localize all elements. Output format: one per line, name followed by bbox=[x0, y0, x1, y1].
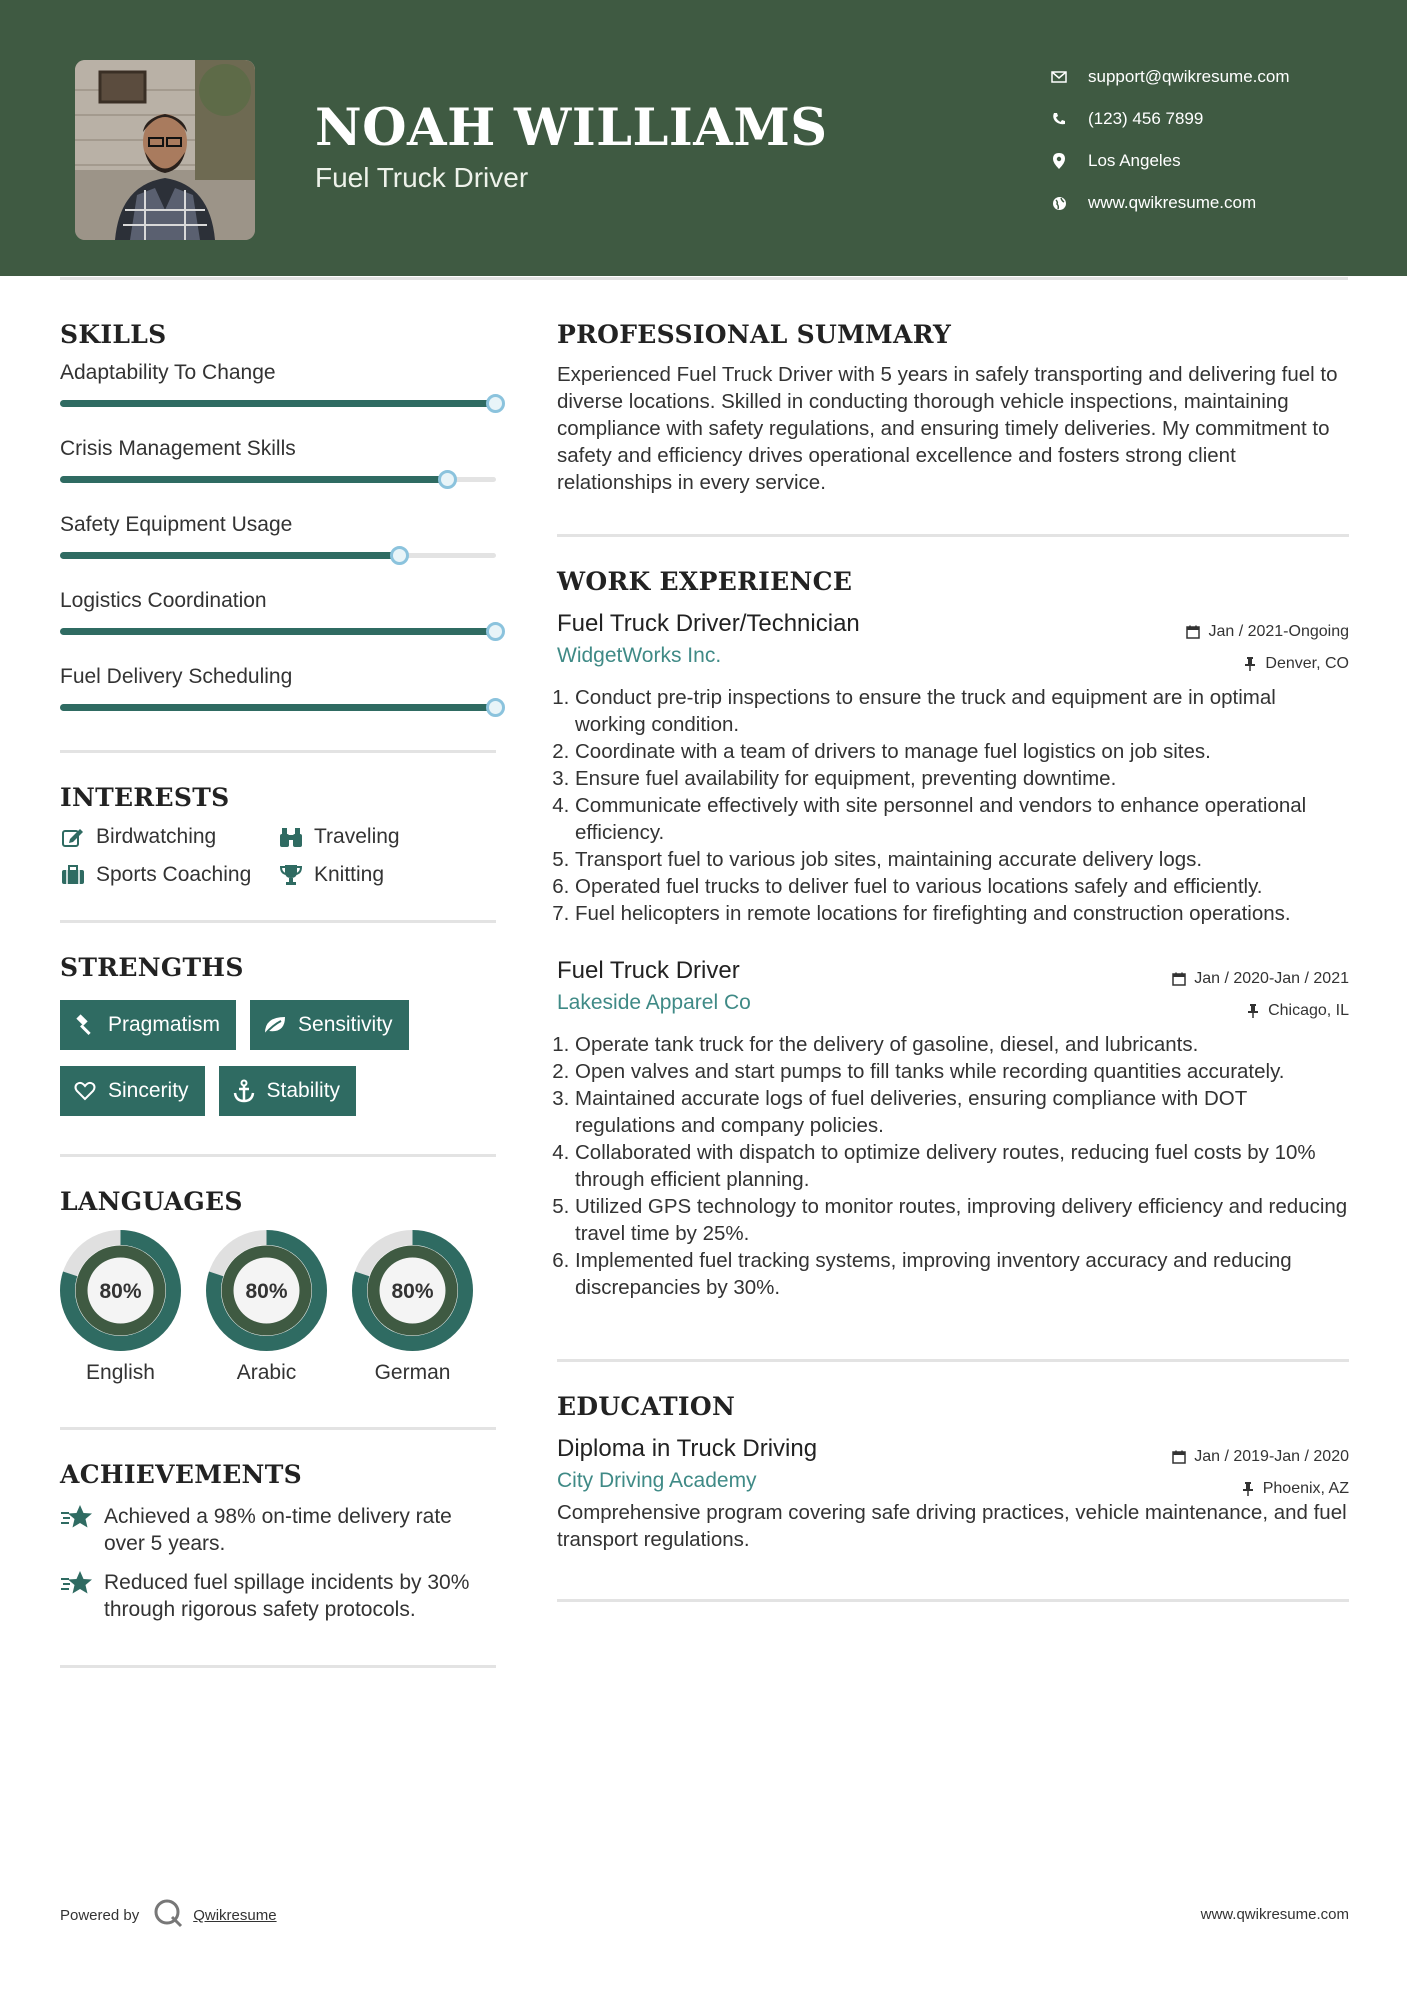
education-dates bbox=[1172, 1441, 1349, 1473]
interest-label: Knitting bbox=[314, 863, 385, 886]
interests-title: INTERESTS bbox=[60, 783, 230, 812]
job-meta bbox=[1172, 963, 1349, 1027]
job-bullet: 4. Collaborated with dispatch to optimize delivery routes, reducing fuel costs by 10% through efficient planning. bbox=[575, 1139, 1349, 1193]
job-dates bbox=[1172, 963, 1349, 995]
language-percent: 80% bbox=[99, 1280, 142, 1303]
section-divider bbox=[60, 1665, 496, 1668]
skill-bar-knob bbox=[390, 546, 409, 565]
job-bullet: 7. Fuel helicopters in remote locations for firefighting and construction operations. bbox=[575, 900, 1349, 927]
education-section bbox=[557, 1392, 1349, 1553]
calendar-icon bbox=[1186, 625, 1200, 639]
job-bullet: 1. Operate tank truck for the delivery of gasoline, diesel, and lubricants. bbox=[575, 1031, 1349, 1058]
section-divider bbox=[60, 1427, 496, 1430]
language-item bbox=[206, 1230, 327, 1385]
language-name: English bbox=[86, 1361, 155, 1384]
skill-label: Safety Equipment Usage bbox=[60, 513, 293, 536]
job-location bbox=[1186, 648, 1349, 680]
education-title: EDUCATION bbox=[557, 1392, 736, 1421]
skill-bar-knob bbox=[438, 470, 457, 489]
language-percent: 80% bbox=[391, 1280, 434, 1303]
footer-powered-by bbox=[60, 1898, 277, 1933]
job-bullet: 4. Communicate effectively with site personnel and vendors to enhance operational efficiency. bbox=[575, 792, 1349, 846]
skill-item bbox=[60, 665, 496, 741]
contact-location bbox=[1050, 140, 1380, 182]
strength-label: Sensitivity bbox=[298, 1013, 393, 1036]
strengths-section bbox=[60, 953, 496, 1116]
heart-icon bbox=[72, 1078, 98, 1104]
interest-item bbox=[278, 862, 496, 888]
summary-section bbox=[557, 320, 1349, 496]
interest-item bbox=[278, 824, 496, 850]
education-entry bbox=[557, 1435, 1349, 1553]
section-divider bbox=[557, 1599, 1349, 1602]
skill-bar bbox=[60, 629, 496, 634]
interest-label: Birdwatching bbox=[96, 825, 217, 848]
briefcase-icon bbox=[60, 862, 86, 888]
skills-section bbox=[60, 320, 496, 741]
job-dates bbox=[1186, 616, 1349, 648]
gavel-icon bbox=[72, 1012, 98, 1038]
job-company: WidgetWorks Inc. bbox=[557, 644, 722, 667]
pushpin-icon bbox=[1241, 1482, 1255, 1496]
interests-list bbox=[60, 824, 496, 888]
job-location-text: Denver, CO bbox=[1265, 655, 1349, 672]
qwikresume-link[interactable]: Qwikresume bbox=[193, 1907, 277, 1924]
job-meta bbox=[1186, 616, 1349, 680]
achievement-item bbox=[60, 1503, 496, 1557]
resume-header bbox=[0, 0, 1407, 276]
job-bullet: 6. Operated fuel trucks to deliver fuel to various locations safely and efficiently. bbox=[575, 873, 1349, 900]
achievement-item bbox=[60, 1569, 496, 1623]
skill-item bbox=[60, 589, 496, 665]
languages-title: LANGUAGES bbox=[60, 1187, 243, 1216]
skill-item bbox=[60, 361, 496, 437]
header-divider bbox=[60, 277, 1348, 280]
achievements-section bbox=[60, 1460, 496, 1623]
map-pin-icon bbox=[1050, 152, 1068, 170]
education-meta bbox=[1172, 1441, 1349, 1505]
section-divider bbox=[557, 534, 1349, 537]
strength-label: Pragmatism bbox=[108, 1013, 221, 1036]
job-bullet: 5. Utilized GPS technology to monitor routes, improving delivery efficiency and reducing travel time by 25%. bbox=[575, 1193, 1349, 1247]
skill-bar bbox=[60, 401, 496, 406]
job-entry bbox=[557, 957, 1349, 1301]
education-dates-text: Jan / 2019-Jan / 2020 bbox=[1194, 1448, 1349, 1465]
phone-icon bbox=[1050, 110, 1068, 128]
contact-website-text: www.qwikresume.com bbox=[1088, 193, 1257, 212]
profile-photo-image bbox=[75, 60, 255, 240]
contact-website[interactable] bbox=[1050, 182, 1380, 224]
education-degree: Diploma in Truck Driving bbox=[557, 1435, 818, 1462]
job-bullets bbox=[557, 1031, 1349, 1301]
anchor-icon bbox=[231, 1078, 257, 1104]
job-entry bbox=[557, 610, 1349, 927]
language-name: German bbox=[374, 1361, 451, 1384]
education-description: Comprehensive program covering safe driving practices, vehicle maintenance, and fuel transport regulations. bbox=[557, 1501, 1347, 1551]
job-location bbox=[1172, 995, 1349, 1027]
achievements-title: ACHIEVEMENTS bbox=[60, 1460, 302, 1489]
strength-chip bbox=[60, 1066, 205, 1116]
pushpin-icon bbox=[1246, 1004, 1260, 1018]
candidate-name: NOAH WILLIAMS bbox=[315, 98, 828, 158]
right-column bbox=[557, 320, 1349, 1602]
footer-url[interactable]: www.qwikresume.com bbox=[1200, 1906, 1349, 1923]
job-bullet: 3. Maintained accurate logs of fuel deliveries, ensuring compliance with DOT regulations and company policies. bbox=[575, 1085, 1349, 1139]
job-bullet: 2. Coordinate with a team of drivers to manage fuel logistics on job sites. bbox=[575, 738, 1349, 765]
skill-bar bbox=[60, 705, 496, 710]
job-bullet: 1. Conduct pre-trip inspections to ensure the truck and equipment are in optimal working condition. bbox=[575, 684, 1349, 738]
job-title: Fuel Truck Driver bbox=[557, 957, 740, 984]
summary-title: PROFESSIONAL SUMMARY bbox=[557, 320, 952, 349]
skill-bar-fill bbox=[60, 552, 400, 559]
experience-title: WORK EXPERIENCE bbox=[557, 567, 853, 596]
language-donut bbox=[60, 1230, 181, 1351]
skill-bar-knob bbox=[486, 622, 505, 641]
job-bullets bbox=[557, 684, 1349, 927]
skill-bar-fill bbox=[60, 476, 448, 483]
interest-label: Sports Coaching bbox=[96, 863, 252, 886]
interest-item bbox=[60, 862, 278, 888]
contact-email[interactable] bbox=[1050, 56, 1380, 98]
contact-email-text: support@qwikresume.com bbox=[1088, 67, 1290, 86]
job-bullet: 6. Implemented fuel tracking systems, improving inventory accuracy and reducing discrepancies by 30%. bbox=[575, 1247, 1349, 1301]
section-divider bbox=[60, 920, 496, 923]
profile-photo bbox=[75, 60, 255, 240]
job-title: Fuel Truck Driver/Technician bbox=[557, 610, 860, 637]
education-location-text: Phoenix, AZ bbox=[1262, 1480, 1349, 1497]
leaf-icon bbox=[262, 1012, 288, 1038]
experience-section bbox=[557, 567, 1349, 1301]
languages-section bbox=[60, 1187, 496, 1385]
skill-bar-knob bbox=[486, 698, 505, 717]
skill-label: Logistics Coordination bbox=[60, 589, 267, 612]
pushpin-icon bbox=[1243, 657, 1257, 671]
skill-bar-fill bbox=[60, 704, 496, 711]
qwikresume-logo-icon bbox=[153, 1898, 183, 1933]
language-donut bbox=[352, 1230, 473, 1351]
education-location bbox=[1172, 1473, 1349, 1505]
strength-chip bbox=[60, 1000, 236, 1050]
interest-label: Traveling bbox=[314, 825, 400, 848]
contact-phone-text: (123) 456 7899 bbox=[1088, 109, 1204, 128]
strengths-list bbox=[60, 1000, 496, 1116]
strengths-title: STRENGTHS bbox=[60, 953, 244, 982]
section-divider bbox=[60, 1154, 496, 1157]
binoculars-icon bbox=[278, 824, 304, 850]
job-dates-text: Jan / 2021-Ongoing bbox=[1208, 623, 1349, 640]
section-divider bbox=[60, 750, 496, 753]
language-item bbox=[352, 1230, 473, 1385]
strength-label: Sincerity bbox=[108, 1079, 189, 1102]
interests-section bbox=[60, 783, 496, 888]
skill-bar bbox=[60, 477, 496, 482]
skill-bar-fill bbox=[60, 400, 496, 407]
skill-bar-knob bbox=[486, 394, 505, 413]
skills-list bbox=[60, 361, 496, 741]
language-donut bbox=[206, 1230, 327, 1351]
language-item bbox=[60, 1230, 181, 1385]
job-company: Lakeside Apparel Co bbox=[557, 991, 751, 1014]
contact-location-text: Los Angeles bbox=[1088, 151, 1181, 170]
achievement-text: Achieved a 98% on-time delivery rate over 5 years. bbox=[104, 1505, 452, 1555]
skill-label: Adaptability To Change bbox=[60, 361, 276, 384]
job-bullet: 5. Transport fuel to various job sites, maintaining accurate delivery logs. bbox=[575, 846, 1349, 873]
skills-title: SKILLS bbox=[60, 320, 167, 349]
skill-bar-fill bbox=[60, 628, 496, 635]
skill-item bbox=[60, 437, 496, 513]
skill-bar bbox=[60, 553, 496, 558]
job-dates-text: Jan / 2020-Jan / 2021 bbox=[1194, 970, 1349, 987]
trophy-icon bbox=[278, 862, 304, 888]
job-bullet: 2. Open valves and start pumps to fill tanks while recording quantities accurately. bbox=[575, 1058, 1349, 1085]
language-name: Arabic bbox=[236, 1361, 297, 1384]
calendar-icon bbox=[1172, 972, 1186, 986]
education-school: City Driving Academy bbox=[557, 1469, 757, 1492]
candidate-role: Fuel Truck Driver bbox=[315, 162, 529, 193]
job-location-text: Chicago, IL bbox=[1268, 1002, 1349, 1019]
contact-list bbox=[1050, 56, 1380, 224]
strength-chip bbox=[250, 1000, 409, 1050]
powered-by-text: Powered by bbox=[60, 1907, 140, 1924]
achievement-text: Reduced fuel spillage incidents by 30% through rigorous safety protocols. bbox=[104, 1571, 470, 1621]
summary-text: Experienced Fuel Truck Driver with 5 years in safely transporting and delivering fuel to diverse locations. Skilled in conducting thorough vehicle inspections, maintaining compliance with safety regulations, and ensuring timely deliveries. My commitment to safety and efficiency drives operational excellence and fosters strong client relationships in every service. bbox=[557, 363, 1338, 494]
skill-label: Crisis Management Skills bbox=[60, 437, 296, 460]
language-percent: 80% bbox=[245, 1280, 288, 1303]
left-column bbox=[60, 320, 496, 1668]
languages-list bbox=[60, 1230, 496, 1385]
calendar-icon bbox=[1172, 1450, 1186, 1464]
contact-phone[interactable] bbox=[1050, 98, 1380, 140]
star-ribbon-icon bbox=[60, 1503, 94, 1531]
skill-item bbox=[60, 513, 496, 589]
interest-item bbox=[60, 824, 278, 850]
envelope-icon bbox=[1050, 68, 1068, 86]
section-divider bbox=[557, 1359, 1349, 1362]
globe-icon bbox=[1050, 194, 1068, 212]
edit-icon bbox=[60, 824, 86, 850]
strength-label: Stability bbox=[266, 1079, 341, 1102]
skill-label: Fuel Delivery Scheduling bbox=[60, 665, 293, 688]
star-ribbon-icon bbox=[60, 1569, 94, 1597]
strength-chip bbox=[219, 1066, 357, 1116]
job-bullet: 3. Ensure fuel availability for equipment, preventing downtime. bbox=[575, 765, 1349, 792]
